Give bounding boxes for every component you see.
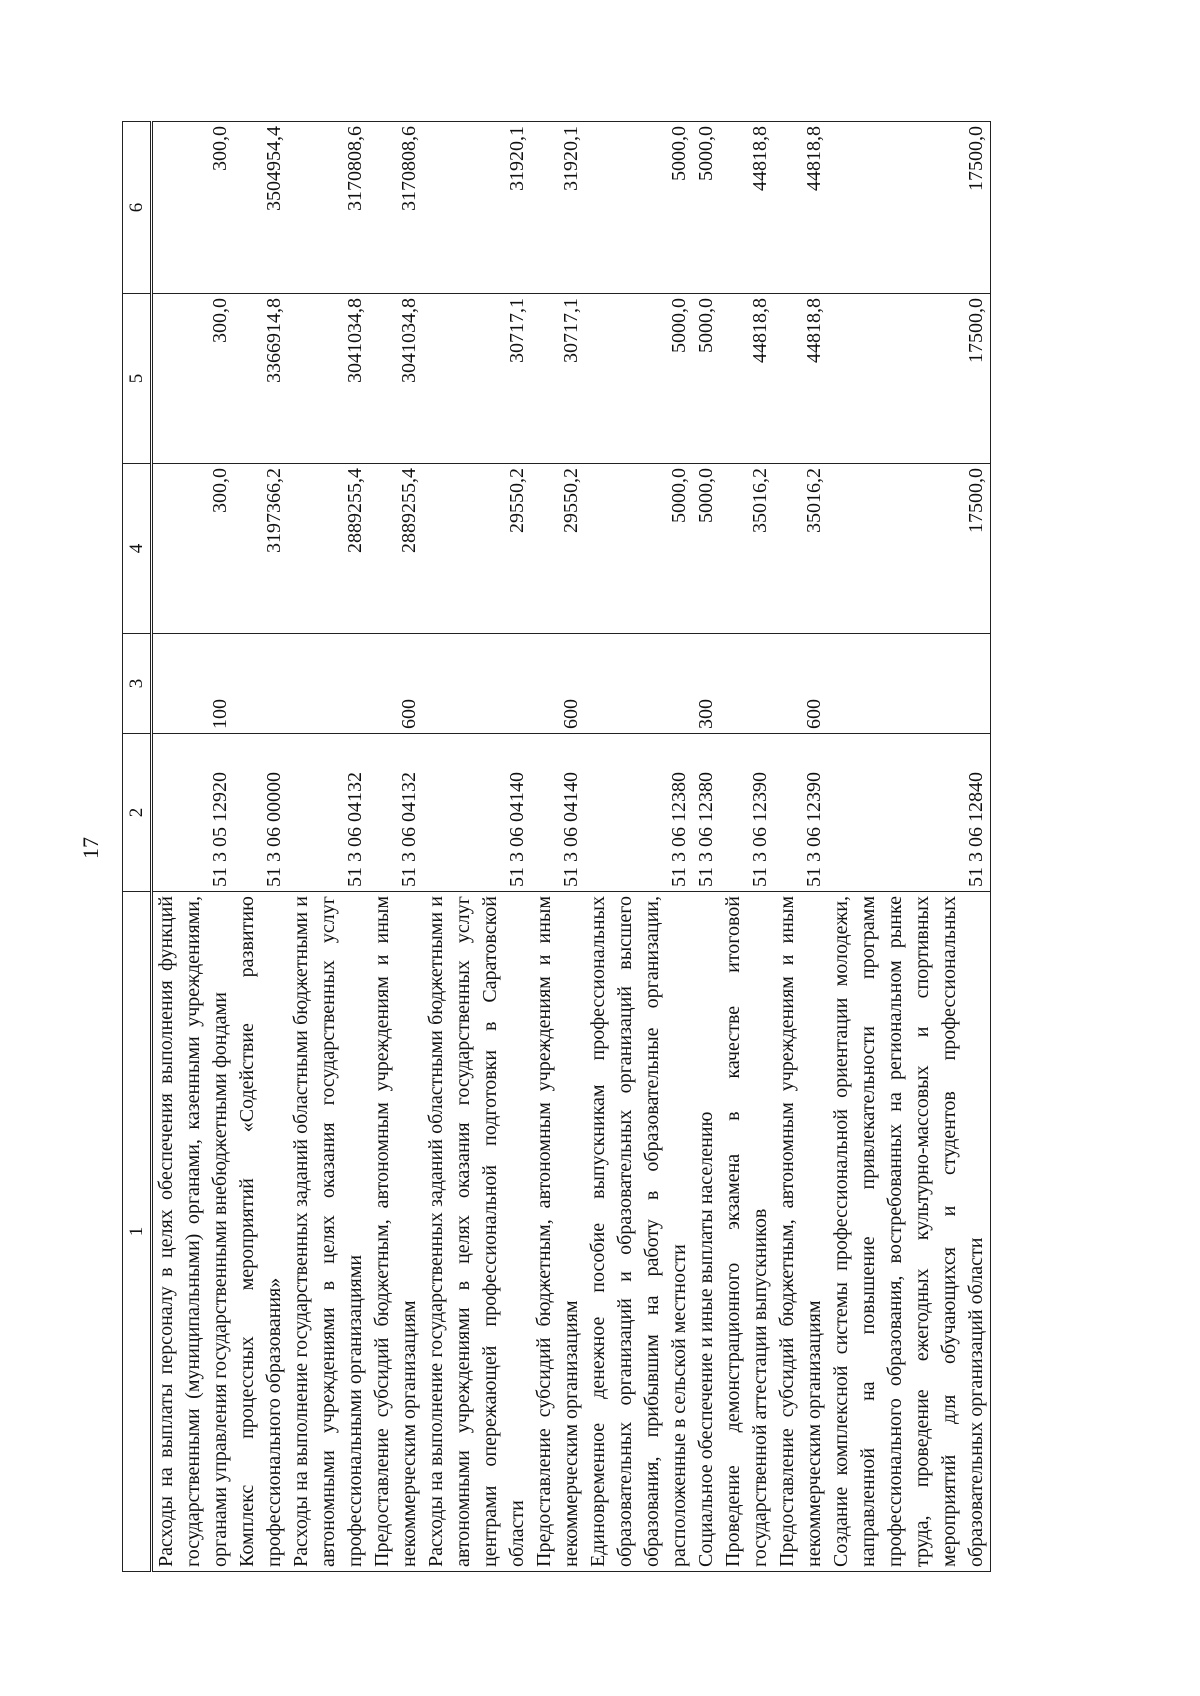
row-value-5: 30717,1 [531, 294, 585, 464]
row-code: 51 3 06 04140 [531, 734, 585, 892]
row-type [720, 634, 774, 734]
table-row [234, 122, 288, 1572]
row-value-6: 44818,8 [720, 122, 774, 294]
row-value-5: 44818,8 [774, 294, 828, 464]
row-code: 51 3 06 12380 [693, 734, 720, 892]
table-header [123, 122, 152, 1572]
row-type: 600 [774, 634, 828, 734]
row-value-6: 3504954,4 [234, 122, 288, 294]
row-value-5: 5000,0 [693, 294, 720, 464]
row-code: 51 3 06 04132 [369, 734, 423, 892]
column-header-4: 4 [123, 464, 152, 634]
row-name: Предоставление субсидий бюджетным, автономным учреждениям и иным некоммерческим организациям [531, 892, 585, 1572]
row-value-5: 44818,8 [720, 294, 774, 464]
row-value-5: 3041034,8 [288, 294, 369, 464]
row-name: Создание комплексной системы профессиональной ориентации молодежи, направленной на повышение привлекательности программ профессионального образования, востребованных на региональном рынке труда, проведение ежегодных культурно-массовых и спортивных мероприятий для обучающихся и студентов профессиональных образовательных организаций области [828, 892, 991, 1572]
row-name: Расходы на выплаты персоналу в целях обеспечения выполнения функций государственными (муниципальными) органами, казенными учреждениями, органами управления государственными внебюджетными фондами [152, 892, 235, 1572]
row-code: 51 3 06 12380 [585, 734, 693, 892]
row-value-4: 29550,2 [423, 464, 531, 634]
table-row [369, 122, 423, 1572]
row-value-5: 3366914,8 [234, 294, 288, 464]
table-row [774, 122, 828, 1572]
row-value-6: 31920,1 [531, 122, 585, 294]
row-value-5: 3041034,8 [369, 294, 423, 464]
row-value-4: 5000,0 [693, 464, 720, 634]
row-name: Предоставление субсидий бюджетным, автономным учреждениям и иным некоммерческим организациям [369, 892, 423, 1572]
row-type: 100 [152, 634, 235, 734]
row-code: 51 3 06 12840 [828, 734, 991, 892]
row-code: 51 3 06 12390 [720, 734, 774, 892]
table-row [288, 122, 369, 1572]
row-value-4: 17500,0 [828, 464, 991, 634]
table-row [423, 122, 531, 1572]
budget-table [122, 121, 991, 1572]
row-value-6: 5000,0 [585, 122, 693, 294]
column-header-3: 3 [123, 634, 152, 734]
row-value-5: 17500,0 [828, 294, 991, 464]
row-value-4: 5000,0 [585, 464, 693, 634]
row-value-4: 3197366,2 [234, 464, 288, 634]
row-type: 600 [369, 634, 423, 734]
column-header-6: 6 [123, 122, 152, 294]
row-value-6: 3170808,6 [288, 122, 369, 294]
column-header-5: 5 [123, 294, 152, 464]
row-code: 51 3 06 12390 [774, 734, 828, 892]
row-name: Единовременное денежное пособие выпускникам профессиональных образовательных организаций и образовательных организаций высшего образования, прибывшим на работу в образовательные организации, расположенные в сельской местности [585, 892, 693, 1572]
column-header-2: 2 [123, 734, 152, 892]
row-type [234, 634, 288, 734]
table-row [531, 122, 585, 1572]
row-type [585, 634, 693, 734]
table-row [720, 122, 774, 1572]
row-value-6: 44818,8 [774, 122, 828, 294]
table-row [693, 122, 720, 1572]
row-code: 51 3 05 12920 [152, 734, 235, 892]
row-name: Предоставление субсидий бюджетным, автономным учреждениям и иным некоммерческим организациям [774, 892, 828, 1572]
row-type: 300 [693, 634, 720, 734]
column-header-1: 1 [123, 892, 152, 1572]
row-name: Расходы на выполнение государственных заданий областными бюджетными и автономными учреждениями в целях оказания государственных услуг центрами опережающей профессиональной подготовки в Саратовской области [423, 892, 531, 1572]
row-value-5: 300,0 [152, 294, 235, 464]
page-number: 17 [78, 837, 103, 859]
row-value-4: 2889255,4 [369, 464, 423, 634]
row-value-4: 35016,2 [720, 464, 774, 634]
row-type: 600 [531, 634, 585, 734]
row-name: Социальное обеспечение и иные выплаты населению [693, 892, 720, 1572]
row-value-4: 35016,2 [774, 464, 828, 634]
row-name: Проведение демонстрационного экзамена в качестве итоговой государственной аттестации выпускников [720, 892, 774, 1572]
row-code: 51 3 06 04132 [288, 734, 369, 892]
row-type [423, 634, 531, 734]
table-row [152, 122, 235, 1572]
row-value-4: 300,0 [152, 464, 235, 634]
table-row [828, 122, 991, 1572]
header-row [123, 122, 152, 1572]
row-value-6: 5000,0 [693, 122, 720, 294]
table-row [585, 122, 693, 1572]
row-name: Расходы на выполнение государственных заданий областными бюджетными и автономными учреждениями в целях оказания государственных услуг профессиональными организациями [288, 892, 369, 1572]
row-value-6: 300,0 [152, 122, 235, 294]
row-value-4: 29550,2 [531, 464, 585, 634]
table-body [152, 122, 991, 1572]
row-value-6: 17500,0 [828, 122, 991, 294]
row-type [288, 634, 369, 734]
row-value-6: 3170808,6 [369, 122, 423, 294]
row-code: 51 3 06 00000 [234, 734, 288, 892]
row-name: Комплекс процессных мероприятий «Содействие развитию профессионального образования» [234, 892, 288, 1572]
row-type [828, 634, 991, 734]
row-value-5: 5000,0 [585, 294, 693, 464]
row-value-6: 31920,1 [423, 122, 531, 294]
row-value-4: 2889255,4 [288, 464, 369, 634]
row-value-5: 30717,1 [423, 294, 531, 464]
row-code: 51 3 06 04140 [423, 734, 531, 892]
